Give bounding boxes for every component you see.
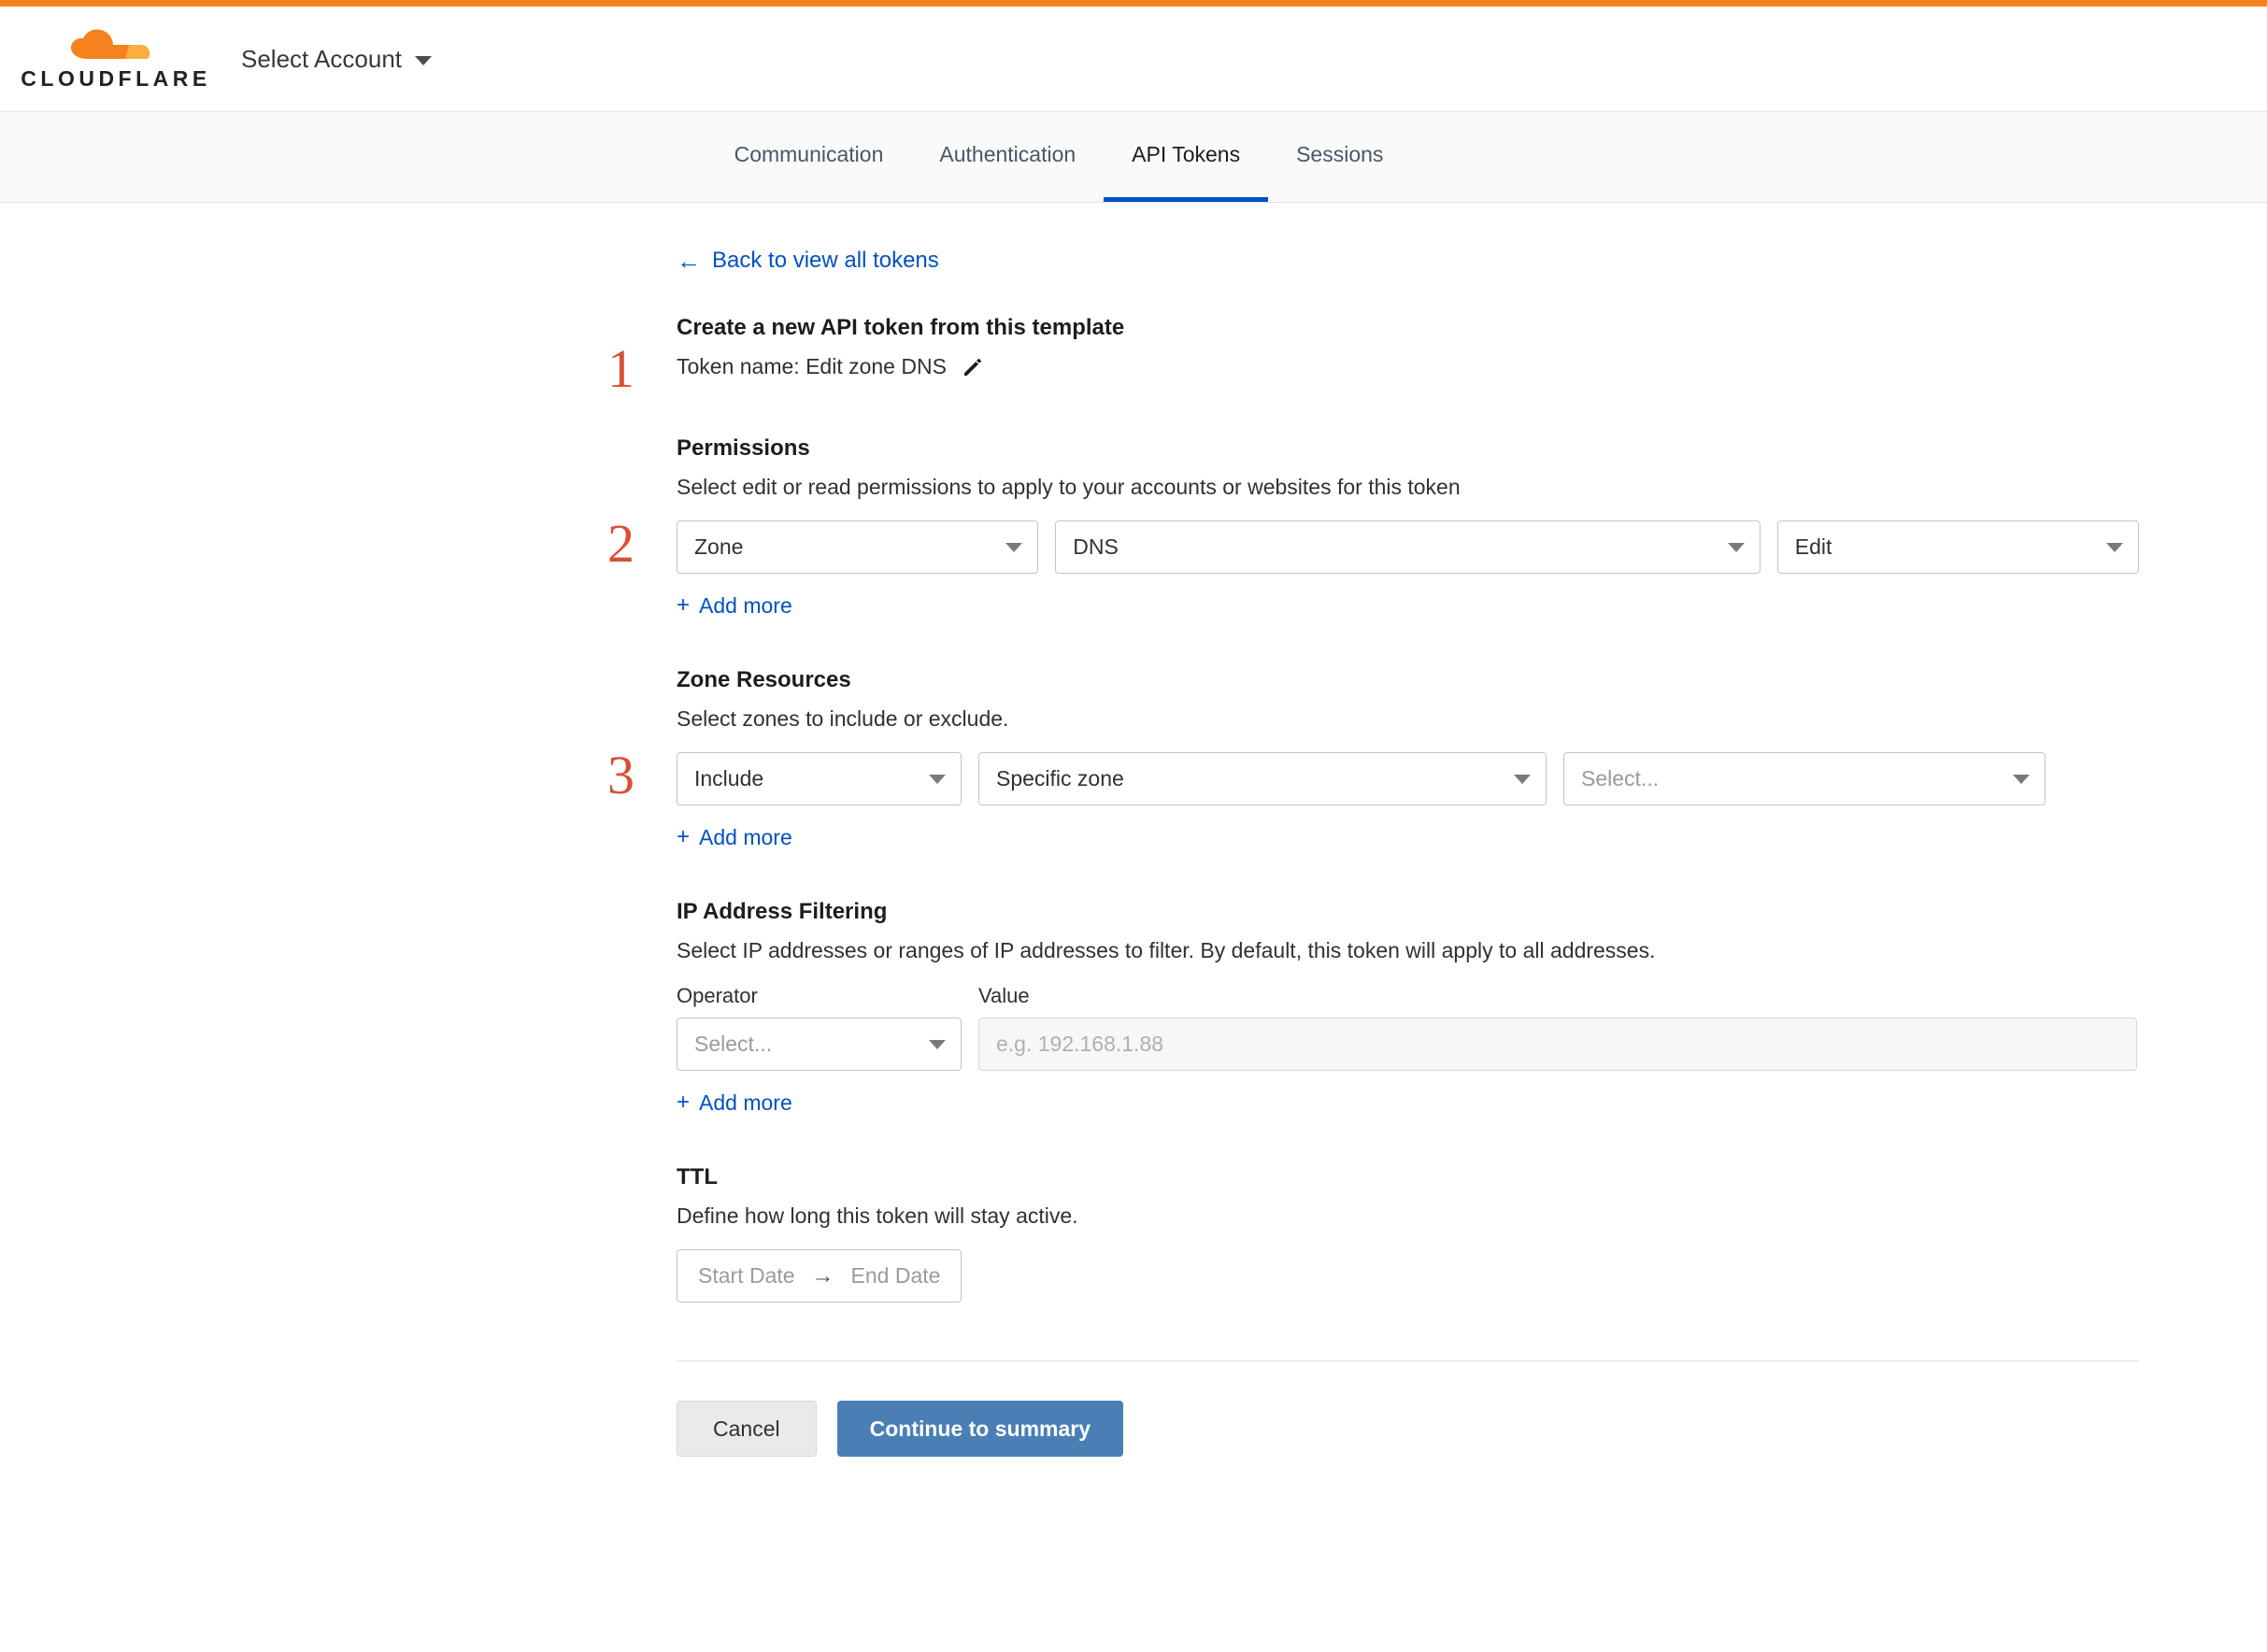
zone-include-select[interactable] [677,752,962,805]
step-number-2: 2 [607,513,634,574]
ttl-section [677,1164,2139,1303]
nav-tabs [0,112,2267,203]
zone-resources-add-more-button[interactable] [677,824,792,850]
tab-communication-label: Communication [734,142,884,166]
chevron-down-icon [929,1040,946,1049]
back-link-label: Back to view all tokens [712,248,939,273]
ip-operator-field [677,984,962,1071]
zone-resources-add-more-label: Add more [699,824,792,849]
zone-resources-description: Select zones to include or exclude. [677,706,1009,731]
edit-pencil-icon[interactable] [962,356,984,378]
permissions-add-more-button[interactable] [677,592,792,619]
zone-include-value: Include [694,766,764,790]
permission-resource-value: DNS [1073,534,1119,559]
permission-scope-value: Zone [694,534,744,559]
zone-type-select[interactable] [978,752,1547,805]
cloud-icon [60,27,172,64]
zone-name-value: Select... [1581,766,1660,790]
back-to-all-tokens-link[interactable] [677,248,2139,274]
account-selector[interactable] [241,45,432,74]
permission-resource-select[interactable] [1055,520,1760,574]
tab-api-tokens[interactable] [1104,112,1268,202]
footer-divider [677,1360,2139,1361]
ip-filtering-add-more-label: Add more [699,1089,792,1115]
zone-name-select[interactable] [1563,752,2046,805]
tab-sessions[interactable] [1268,112,1411,202]
ttl-description: Define how long this token will stay active. [677,1203,1078,1228]
plus-icon: + [677,1089,691,1115]
token-name-row [677,354,2139,379]
cloudflare-logo[interactable] [21,27,211,92]
step-number-1: 1 [607,338,634,399]
plus-icon: + [677,592,691,618]
arrow-left-icon: ← [677,247,701,275]
chevron-down-icon [1728,543,1745,552]
continue-to-summary-button[interactable] [837,1401,1123,1457]
permissions-description: Select edit or read permissions to apply to your accounts or websites for this token [677,475,1461,499]
ip-filtering-title: IP Address Filtering [677,899,888,924]
ttl-title: TTL [677,1164,718,1189]
ip-filtering-add-more-button[interactable] [677,1089,792,1116]
account-selector-label: Select Account [241,44,402,73]
ip-operator-value: Select... [694,1032,773,1056]
token-name-label: Token name: Edit zone DNS [677,354,947,378]
zone-type-value: Specific zone [996,766,1124,790]
ip-operator-label: Operator [677,984,758,1007]
app-header [0,7,2267,112]
permissions-add-more-label: Add more [699,592,792,618]
create-token-title: Create a new API token from this template [677,315,1125,340]
ip-filtering-row [677,984,2139,1071]
chevron-down-icon [1514,775,1531,784]
top-accent-bar [0,0,2267,7]
ip-value-field [978,984,2137,1071]
main-content [0,203,2267,1457]
arrow-right-icon: → [811,1262,834,1289]
chevron-down-icon [2106,543,2123,552]
ip-value-input[interactable] [978,1018,2137,1071]
ip-operator-select[interactable] [677,1018,962,1071]
zone-resources-row [677,752,2139,805]
chevron-down-icon [929,775,946,784]
ip-filtering-section [677,899,2139,1116]
tab-communication[interactable] [706,112,912,202]
zone-resources-title: Zone Resources [677,667,851,692]
tab-authentication-label: Authentication [939,142,1076,166]
tab-api-tokens-label: API Tokens [1132,142,1241,166]
ttl-date-range-picker[interactable] [677,1249,962,1303]
ip-value-placeholder: e.g. 192.168.1.88 [996,1032,1164,1056]
zone-resources-section [607,667,2139,850]
create-token-section [607,315,2139,399]
ip-value-label: Value [978,984,1030,1007]
cancel-button[interactable] [677,1401,817,1457]
plus-icon: + [677,824,691,849]
step-number-3: 3 [607,745,634,805]
chevron-down-icon [1005,543,1022,552]
permissions-title: Permissions [677,435,810,461]
permission-scope-select[interactable] [677,520,1038,574]
cancel-button-label: Cancel [713,1416,780,1441]
permissions-section [607,435,2139,619]
footer-actions [677,1401,2139,1457]
tab-sessions-label: Sessions [1296,142,1384,166]
permission-access-value: Edit [1794,534,1832,559]
tab-authentication[interactable] [911,112,1104,202]
chevron-down-icon [2013,775,2030,784]
chevron-down-icon [415,56,432,65]
permissions-row [677,520,2139,574]
ip-filtering-description: Select IP addresses or ranges of IP addresses to filter. By default, this token will apply to all addresses. [677,938,1656,962]
ttl-start-date: Start Date [698,1263,795,1288]
continue-to-summary-label: Continue to summary [869,1416,1091,1441]
permission-access-select[interactable] [1777,520,2139,574]
logo-wordmark: CLOUDFLARE [21,65,211,91]
ttl-end-date: End Date [850,1263,941,1288]
